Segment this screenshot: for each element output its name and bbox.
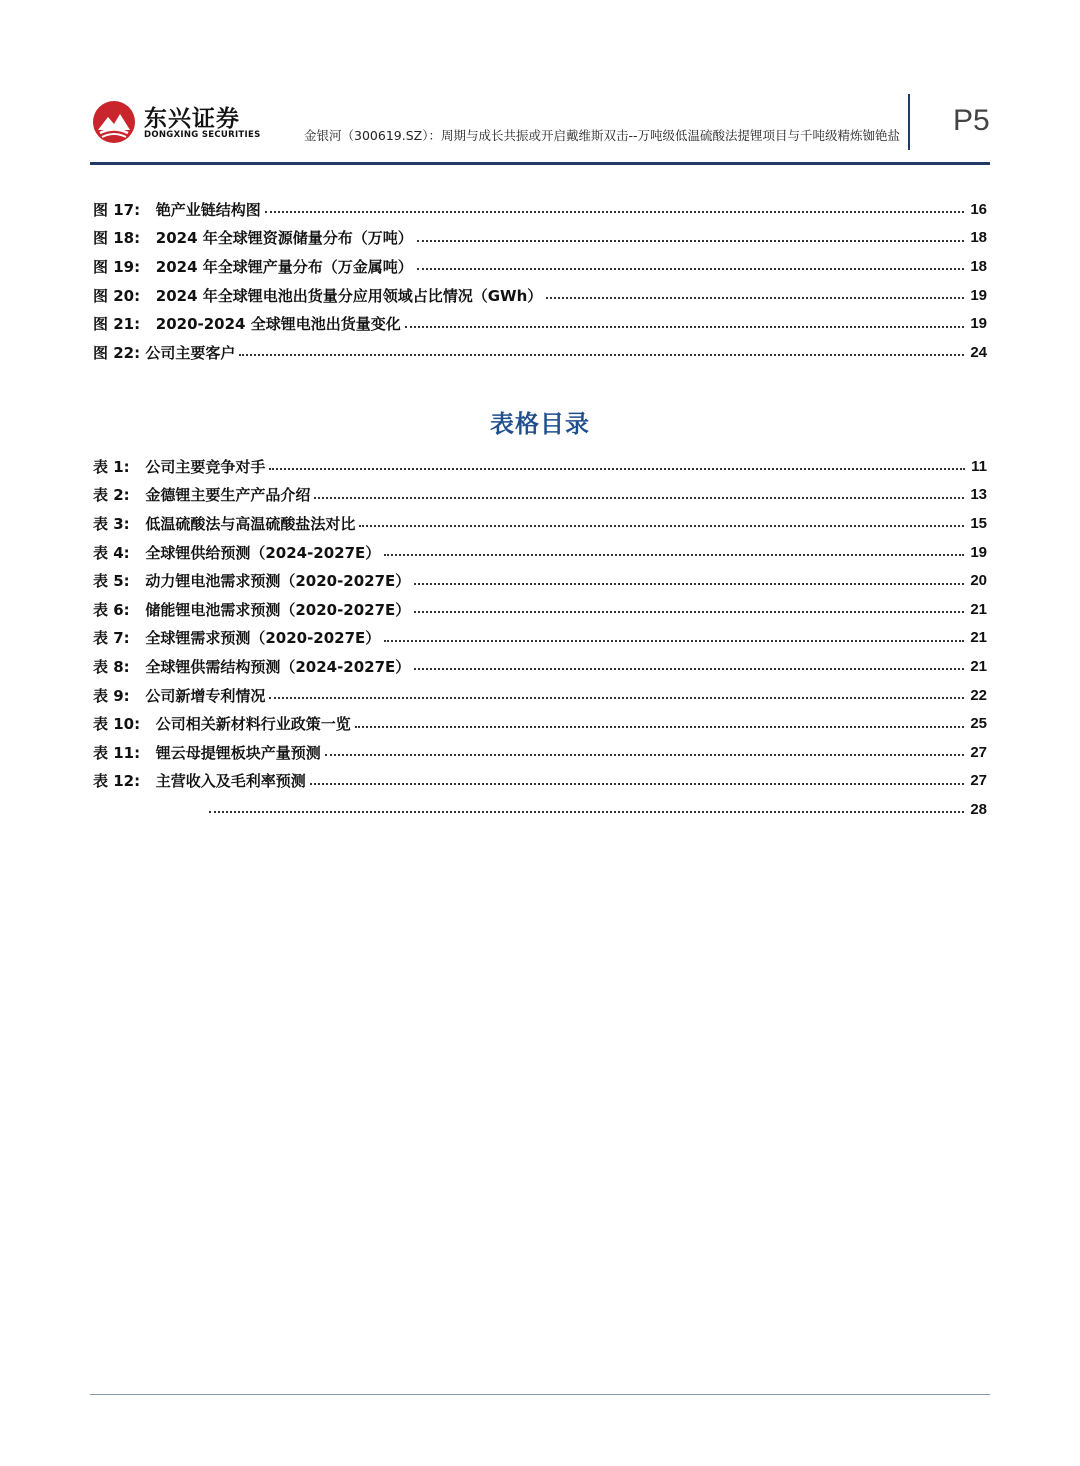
- logo-text-cn: 东兴证券: [144, 106, 240, 132]
- toc-page-number: 28: [970, 800, 987, 818]
- toc-entry-label: 表 9: 公司新增专利情况: [93, 686, 266, 705]
- toc-page-number: 20: [970, 572, 987, 590]
- toc-entry-label: 表 12: 主营收入及毛利率预测: [93, 772, 306, 791]
- toc-dot-leader: [325, 754, 965, 756]
- toc-entry-label: 图 18: 2024 年全球锂资源储量分布（万吨）: [93, 229, 413, 248]
- toc-entry-label: 图 17: 铯产业链结构图: [93, 200, 261, 219]
- table-toc-entry[interactable]: [93, 795, 987, 824]
- toc-page-number: 11: [971, 457, 987, 475]
- table-toc-entry[interactable]: [93, 767, 987, 796]
- table-toc-entry[interactable]: [93, 681, 987, 710]
- toc-entry-label: 表 3: 低温硫酸法与高温硫酸盐法对比: [93, 514, 356, 533]
- figure-toc-entry[interactable]: [93, 224, 987, 253]
- toc-entry-label: 表 5: 动力锂电池需求预测（2020-2027E）: [93, 572, 411, 591]
- toc-dot-leader: [239, 354, 964, 356]
- toc-dot-leader: [269, 468, 965, 470]
- toc-page-number: 19: [970, 315, 987, 333]
- report-title: 金银河（300619.SZ）：周期与成长共振或开启戴维斯双击--万吨级低温硫酸法提锂项目与千吨级精炼铷铯盐: [304, 128, 900, 143]
- table-toc-entry[interactable]: [93, 481, 987, 510]
- toc-page-number: 25: [970, 715, 987, 733]
- toc-dot-leader: [384, 640, 964, 642]
- toc-dot-leader: [265, 211, 965, 213]
- table-toc-entry[interactable]: [93, 595, 987, 624]
- toc-page-number: 18: [970, 257, 987, 275]
- dongxing-logo: [92, 100, 261, 145]
- table-toc: [93, 452, 987, 824]
- toc-dot-leader: [310, 783, 965, 785]
- toc-page-number: 21: [970, 657, 987, 675]
- toc-page-number: 19: [970, 286, 987, 304]
- toc-entry-label: 表 7: 全球锂需求预测（2020-2027E）: [93, 629, 381, 648]
- page-number: P5: [953, 104, 990, 137]
- toc-entry-label: 表 10: 公司相关新材料行业政策一览: [93, 715, 351, 734]
- table-toc-entry[interactable]: [93, 566, 987, 595]
- toc-dot-leader: [414, 583, 964, 585]
- footer-rule: [90, 1394, 990, 1395]
- table-toc-entry[interactable]: [93, 452, 987, 481]
- toc-page-number: 16: [970, 200, 987, 218]
- header-divider: [908, 94, 910, 150]
- toc-entry-label: 图 20: 2024 年全球锂电池出货量分应用领域占比情况（GWh）: [93, 286, 543, 305]
- toc-entry-label: 表 11: 锂云母提锂板块产量预测: [93, 743, 321, 762]
- figure-toc-entry[interactable]: [93, 195, 987, 224]
- figure-toc-entry[interactable]: [93, 338, 987, 367]
- toc-page-number: 15: [970, 514, 987, 532]
- toc-dot-leader: [314, 497, 964, 499]
- toc-dot-leader: [209, 811, 964, 813]
- toc-page-number: 27: [970, 743, 987, 761]
- toc-entry-label: 图 19: 2024 年全球锂产量分布（万金属吨）: [93, 257, 413, 276]
- toc-entry-label: 表 2: 金德锂主要生产产品介绍: [93, 486, 311, 505]
- table-toc-entry[interactable]: [93, 538, 987, 567]
- figure-toc-entry[interactable]: [93, 281, 987, 310]
- figure-toc-entry[interactable]: [93, 252, 987, 281]
- toc-page-number: 19: [970, 543, 987, 561]
- toc-page-number: 24: [970, 343, 987, 361]
- figure-toc-entry[interactable]: [93, 309, 987, 338]
- toc-dot-leader: [414, 668, 964, 670]
- toc-page-number: 13: [970, 486, 987, 504]
- toc-dot-leader: [355, 726, 965, 728]
- toc-dot-leader: [384, 554, 964, 556]
- toc-dot-leader: [269, 697, 964, 699]
- table-toc-entry[interactable]: [93, 709, 987, 738]
- toc-dot-leader: [546, 297, 964, 299]
- toc-entry-label: 表 6: 储能锂电池需求预测（2020-2027E）: [93, 600, 411, 619]
- figure-toc: [93, 195, 987, 367]
- toc-entry-label: 图 21: 2020-2024 全球锂电池出货量变化: [93, 315, 401, 334]
- toc-dot-leader: [414, 611, 964, 613]
- logo-text-en: DONGXING SECURITIES: [144, 130, 261, 140]
- toc-page-number: 27: [970, 772, 987, 790]
- toc-entry-label: 表 1: 公司主要竞争对手: [93, 457, 266, 476]
- dongxing-logo-icon: [92, 100, 136, 144]
- table-toc-entry[interactable]: [93, 738, 987, 767]
- table-toc-entry[interactable]: [93, 624, 987, 653]
- toc-dot-leader: [359, 525, 964, 527]
- table-toc-entry[interactable]: [93, 652, 987, 681]
- toc-dot-leader: [405, 326, 965, 328]
- toc-dot-leader: [417, 240, 965, 242]
- header-rule: [90, 162, 990, 165]
- toc-page-number: 21: [970, 600, 987, 618]
- toc-page-number: 22: [970, 686, 987, 704]
- toc-entry-label: 表 8: 全球锂供需结构预测（2024-2027E）: [93, 657, 411, 676]
- table-toc-entry[interactable]: [93, 509, 987, 538]
- toc-entry-label: 图 22: 公司主要客户: [93, 343, 236, 362]
- toc-entry-label: 表 4: 全球锂供给预测（2024-2027E）: [93, 543, 381, 562]
- toc-page-number: 21: [970, 629, 987, 647]
- page-header: [0, 0, 1080, 170]
- toc-page-number: 18: [970, 229, 987, 247]
- toc-dot-leader: [417, 268, 965, 270]
- tables-toc-title: 表格目录: [490, 410, 590, 438]
